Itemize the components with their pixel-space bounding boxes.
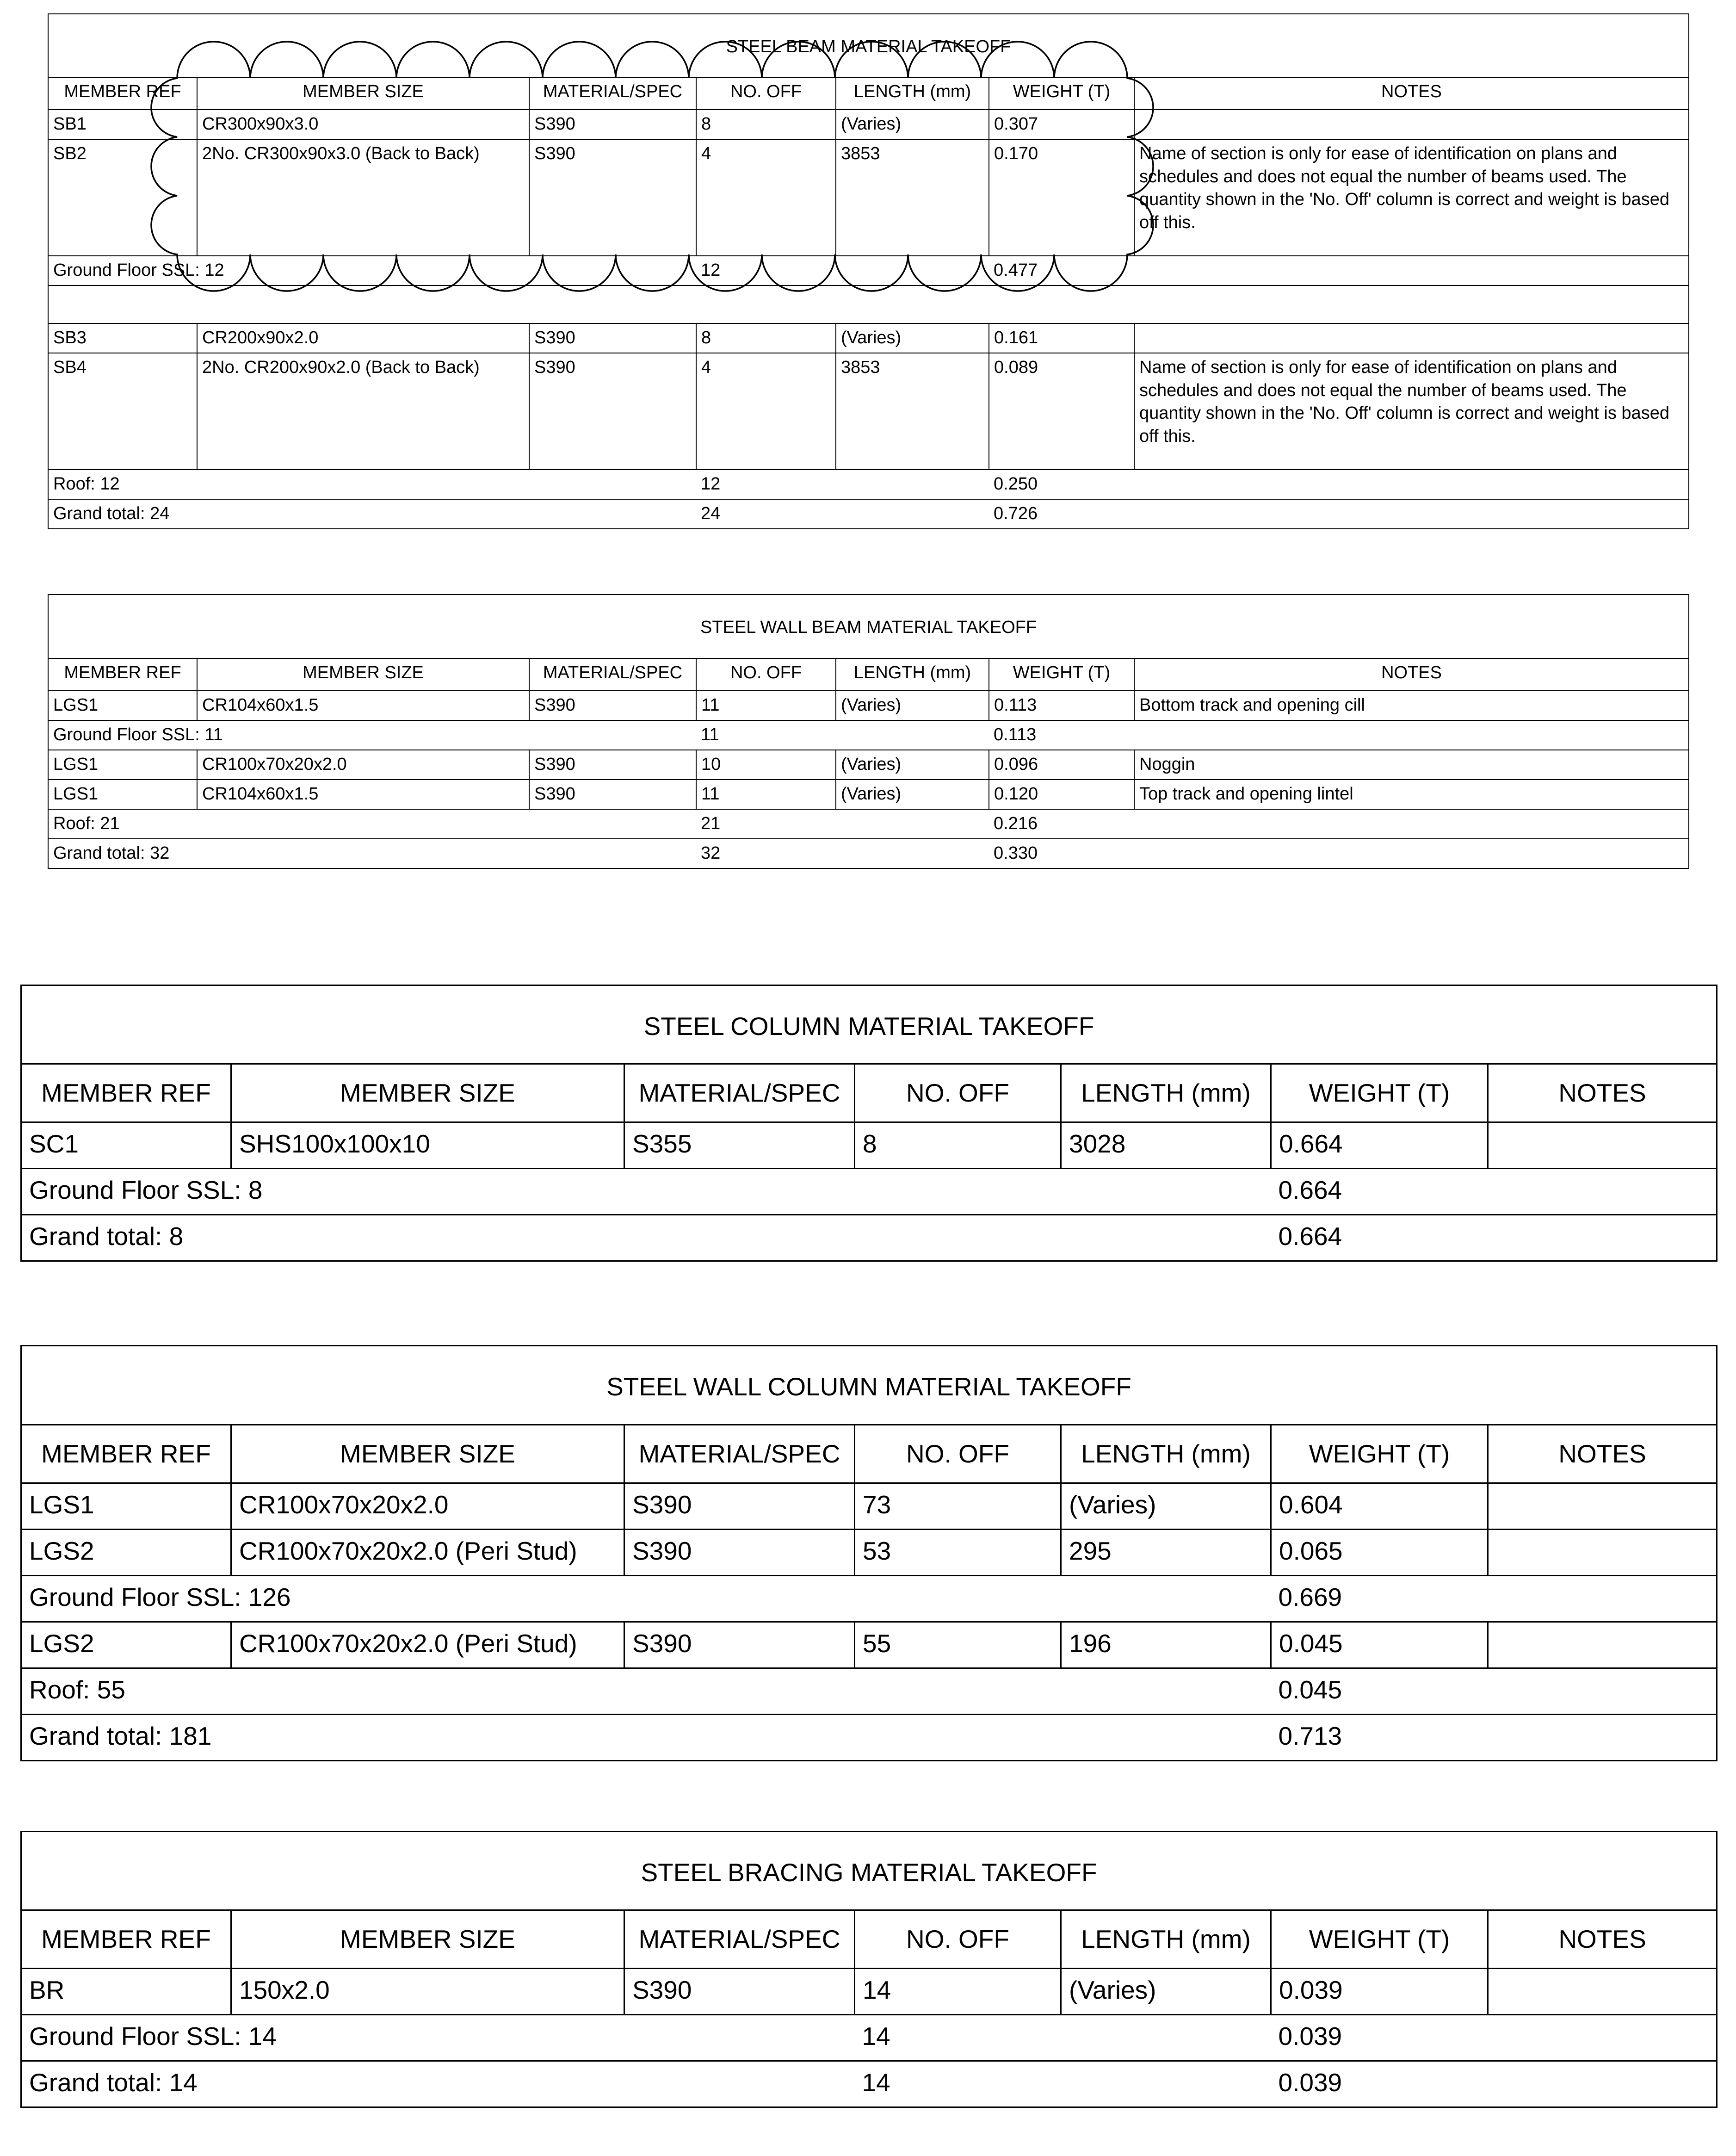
cell-no-off: 11 [696,691,836,720]
total-label: Ground Floor SSL: 14 [21,2015,855,2061]
cell-no-off: 53 [855,1529,1061,1575]
subtotal-row [48,720,1689,750]
empty-cell [1061,1668,1271,1714]
col-header-length: LENGTH (mm) [1061,1425,1271,1483]
total-label: Grand total: 24 [48,499,696,529]
cell-material-spec: S390 [529,139,696,256]
title-row [21,1346,1717,1425]
cell-member-ref: BR [21,1969,231,2015]
cell-material-spec: S390 [529,353,696,470]
col-header-no-off: NO. OFF [855,1910,1061,1969]
col-header-notes: NOTES [1134,658,1689,691]
title-row [21,985,1717,1064]
grand-total-row [48,499,1689,529]
cell-no-off: 8 [696,110,836,139]
total-weight: 0.477 [989,256,1134,285]
cell-member-size: CR200x90x2.0 [197,323,529,353]
column-table [20,985,1717,1262]
cell-weight: 0.065 [1271,1529,1488,1575]
cell-weight: 0.120 [989,780,1134,809]
col-header-notes: NOTES [1488,1064,1717,1122]
col-header-member-ref: MEMBER REF [48,77,197,110]
cell-member-ref: SB4 [48,353,197,470]
cell-weight: 0.604 [1271,1483,1488,1529]
total-no-off: 12 [696,256,836,285]
subtotal-row [21,1668,1717,1714]
total-weight: 0.664 [1271,1215,1488,1261]
cell-length: (Varies) [836,750,989,780]
table-title: STEEL WALL BEAM MATERIAL TAKEOFF [700,618,1037,638]
col-header-length: LENGTH (mm) [1061,1064,1271,1122]
cell-material-spec: S390 [624,1622,855,1668]
cell-material-spec: S390 [529,110,696,139]
total-label: Grand total: 14 [21,2061,855,2107]
cell-member-ref: LGS1 [48,750,197,780]
cell-notes [1488,1969,1717,2015]
cell-no-off: 8 [855,1122,1061,1169]
total-weight: 0.250 [989,470,1134,499]
cell-member-size: 2No. CR300x90x3.0 (Back to Back) [197,139,529,256]
subtotal-row [21,2015,1717,2061]
cell-member-ref: LGS2 [21,1622,231,1668]
col-header-weight: WEIGHT (T) [1271,1425,1488,1483]
empty-cell [1488,1575,1717,1622]
col-header-member-ref: MEMBER REF [21,1064,231,1122]
total-weight: 0.045 [1271,1668,1488,1714]
total-no-off: 21 [696,809,836,839]
total-no-off: 14 [855,2015,1061,2061]
empty-cell [855,1169,1061,1215]
cell-member-ref: SB1 [48,110,197,139]
cell-no-off: 4 [696,353,836,470]
table-row [21,1483,1717,1529]
table-row [48,750,1689,780]
table-row [48,353,1689,470]
cell-notes: Top track and opening lintel [1134,780,1689,809]
title-row [21,1831,1717,1910]
col-header-member-size: MEMBER SIZE [197,658,529,691]
cell-material-spec: S390 [624,1969,855,2015]
empty-cell [1061,1575,1271,1622]
cell-member-ref: LGS1 [48,780,197,809]
table-row [21,1529,1717,1575]
cell-member-size: CR100x70x20x2.0 [231,1483,624,1529]
cell-notes [1488,1529,1717,1575]
empty-cell [1134,470,1689,499]
cell-material-spec: S390 [529,780,696,809]
empty-cell [1134,499,1689,529]
empty-cell [855,1668,1061,1714]
col-header-weight: WEIGHT (T) [1271,1910,1488,1969]
spacer-row [48,285,1689,323]
cell-weight: 0.113 [989,691,1134,720]
empty-cell [1134,809,1689,839]
empty-cell [855,1575,1061,1622]
empty-cell [1061,2015,1271,2061]
cell-weight: 0.096 [989,750,1134,780]
cell-no-off: 55 [855,1622,1061,1668]
cell-member-size: CR300x90x3.0 [197,110,529,139]
cell-weight: 0.161 [989,323,1134,353]
cell-notes [1488,1483,1717,1529]
empty-cell [1488,2015,1717,2061]
col-header-weight: WEIGHT (T) [989,658,1134,691]
col-header-member-size: MEMBER SIZE [231,1064,624,1122]
grand-total-row [21,1714,1717,1760]
cell-no-off: 4 [696,139,836,256]
col-header-material-spec: MATERIAL/SPEC [529,77,696,110]
empty-cell [1061,1169,1271,1215]
empty-cell [855,1215,1061,1261]
col-header-member-ref: MEMBER REF [21,1910,231,1969]
cell-length: (Varies) [836,780,989,809]
cell-notes: Bottom track and opening cill [1134,691,1689,720]
col-header-member-size: MEMBER SIZE [197,77,529,110]
col-header-length: LENGTH (mm) [836,658,989,691]
total-weight: 0.216 [989,809,1134,839]
empty-cell [1488,1215,1717,1261]
col-header-length: LENGTH (mm) [1061,1910,1271,1969]
col-header-no-off: NO. OFF [855,1064,1061,1122]
steel-beam-takeoff-table [48,13,1736,529]
cell-weight: 0.307 [989,110,1134,139]
total-weight: 0.669 [1271,1575,1488,1622]
cell-material-spec: S355 [624,1122,855,1169]
empty-cell [1061,1215,1271,1261]
table-row [48,780,1689,809]
col-header-member-size: MEMBER SIZE [231,1425,624,1483]
title-row [48,14,1689,77]
cell-member-ref: SB3 [48,323,197,353]
total-no-off: 24 [696,499,836,529]
col-header-member-size: MEMBER SIZE [231,1910,624,1969]
schedule-sheet [0,13,1736,2156]
cell-length: 196 [1061,1622,1271,1668]
col-header-material-spec: MATERIAL/SPEC [529,658,696,691]
cell-notes: Name of section is only for ease of identification on plans and schedules and does not equal the number of beams used. The quantity shown in the 'No. Off' column is correct and weight is based off this. [1134,139,1689,256]
col-header-notes: NOTES [1134,77,1689,110]
col-header-no-off: NO. OFF [696,77,836,110]
cell-no-off: 11 [696,780,836,809]
total-label: Roof: 12 [48,470,696,499]
cell-material-spec: S390 [624,1483,855,1529]
empty-cell [1488,1169,1717,1215]
header-row [21,1425,1717,1483]
cell-no-off: 8 [696,323,836,353]
cell-member-ref: SC1 [21,1122,231,1169]
total-label: Ground Floor SSL: 126 [21,1575,855,1622]
header-row [48,658,1689,691]
total-label: Roof: 21 [48,809,696,839]
col-header-material-spec: MATERIAL/SPEC [624,1425,855,1483]
steel-column-takeoff-table [20,985,1736,1262]
grand-total-row [21,1215,1717,1261]
empty-cell [855,1714,1061,1760]
cell-notes [1488,1622,1717,1668]
total-weight: 0.039 [1271,2061,1488,2107]
total-label: Roof: 55 [21,1668,855,1714]
empty-cell [836,809,989,839]
cell-weight: 0.664 [1271,1122,1488,1169]
empty-cell [836,470,989,499]
cell-length: 3028 [1061,1122,1271,1169]
header-row [48,77,1689,110]
wall-beam-table [48,594,1689,868]
cell-length: 3853 [836,353,989,470]
table-title: STEEL COLUMN MATERIAL TAKEOFF [643,1011,1094,1041]
cell-no-off: 14 [855,1969,1061,2015]
cell-length: (Varies) [1061,1483,1271,1529]
empty-cell [1488,1714,1717,1760]
cell-member-size: 150x2.0 [231,1969,624,2015]
cell-no-off: 10 [696,750,836,780]
cell-weight: 0.039 [1271,1969,1488,2015]
total-no-off: 14 [855,2061,1061,2107]
bracing-table [20,1831,1717,2108]
cell-member-size: CR104x60x1.5 [197,780,529,809]
cell-member-size: CR100x70x20x2.0 (Peri Stud) [231,1529,624,1575]
cell-weight: 0.045 [1271,1622,1488,1668]
col-header-length: LENGTH (mm) [836,77,989,110]
col-header-notes: NOTES [1488,1910,1717,1969]
grand-total-row [21,2061,1717,2107]
empty-cell [1134,839,1689,868]
cell-material-spec: S390 [529,323,696,353]
cell-member-ref: SB2 [48,139,197,256]
steel-bracing-takeoff-table [20,1831,1736,2108]
title-row [48,595,1689,658]
cell-length: (Varies) [836,323,989,353]
subtotal-row [21,1169,1717,1215]
empty-cell [1488,1668,1717,1714]
wall-column-table [20,1345,1717,1761]
cell-member-size: CR100x70x20x2.0 (Peri Stud) [231,1622,624,1668]
steel-wall-column-takeoff-table [20,1345,1736,1761]
col-header-member-ref: MEMBER REF [48,658,197,691]
table-row [48,139,1689,256]
cell-member-size: 2No. CR200x90x2.0 (Back to Back) [197,353,529,470]
cell-notes: Noggin [1134,750,1689,780]
cell-member-ref: LGS2 [21,1529,231,1575]
total-weight: 0.113 [989,720,1134,750]
total-weight: 0.713 [1271,1714,1488,1760]
header-row [21,1910,1717,1969]
total-label: Grand total: 181 [21,1714,855,1760]
cell-member-ref: LGS1 [21,1483,231,1529]
total-label: Ground Floor SSL: 11 [48,720,696,750]
total-no-off: 32 [696,839,836,868]
cell-length: 3853 [836,139,989,256]
total-weight: 0.039 [1271,2015,1488,2061]
cell-length: (Varies) [836,691,989,720]
empty-cell [1134,256,1689,285]
cell-notes [1488,1122,1717,1169]
col-header-no-off: NO. OFF [696,658,836,691]
table-title: STEEL BEAM MATERIAL TAKEOFF [726,37,1011,56]
table-title: STEEL WALL COLUMN MATERIAL TAKEOFF [606,1372,1131,1401]
total-weight: 0.664 [1271,1169,1488,1215]
total-label: Grand total: 32 [48,839,696,868]
subtotal-row [21,1575,1717,1622]
cell-length: (Varies) [1061,1969,1271,2015]
col-header-notes: NOTES [1488,1425,1717,1483]
cell-member-size: CR104x60x1.5 [197,691,529,720]
total-weight: 0.330 [989,839,1134,868]
subtotal-row [48,809,1689,839]
header-row [21,1064,1717,1122]
cell-notes [1134,110,1689,139]
empty-cell [836,499,989,529]
cell-member-size: CR100x70x20x2.0 [197,750,529,780]
cell-member-ref: LGS1 [48,691,197,720]
empty-cell [1061,1714,1271,1760]
cell-material-spec: S390 [624,1529,855,1575]
empty-cell [48,285,1689,323]
cell-weight: 0.170 [989,139,1134,256]
grand-total-row [48,839,1689,868]
cell-material-spec: S390 [529,750,696,780]
table-row [48,110,1689,139]
table-title: STEEL BRACING MATERIAL TAKEOFF [641,1858,1097,1887]
table-row [21,1622,1717,1668]
table-row [48,691,1689,720]
cell-notes: Name of section is only for ease of identification on plans and schedules and does not equal the number of beams used. The quantity shown in the 'No. Off' column is correct and weight is based off this. [1134,353,1689,470]
empty-cell [836,256,989,285]
cell-member-size: SHS100x100x10 [231,1122,624,1169]
subtotal-row [48,470,1689,499]
table-row [21,1122,1717,1169]
cell-weight: 0.089 [989,353,1134,470]
total-no-off: 12 [696,470,836,499]
empty-cell [1061,2061,1271,2107]
total-weight: 0.726 [989,499,1134,529]
total-label: Ground Floor SSL: 12 [48,256,696,285]
beam-table [48,13,1689,529]
col-header-weight: WEIGHT (T) [989,77,1134,110]
subtotal-row [48,256,1689,285]
total-no-off: 11 [696,720,836,750]
cell-notes [1134,323,1689,353]
col-header-material-spec: MATERIAL/SPEC [624,1910,855,1969]
empty-cell [836,839,989,868]
table-row [48,323,1689,353]
col-header-member-ref: MEMBER REF [21,1425,231,1483]
cell-length: (Varies) [836,110,989,139]
cell-length: 295 [1061,1529,1271,1575]
col-header-weight: WEIGHT (T) [1271,1064,1488,1122]
empty-cell [836,720,989,750]
empty-cell [1488,2061,1717,2107]
steel-wall-beam-takeoff-table [48,594,1736,868]
col-header-no-off: NO. OFF [855,1425,1061,1483]
empty-cell [1134,720,1689,750]
total-label: Ground Floor SSL: 8 [21,1169,855,1215]
cell-no-off: 73 [855,1483,1061,1529]
table-row [21,1969,1717,2015]
col-header-material-spec: MATERIAL/SPEC [624,1064,855,1122]
cell-material-spec: S390 [529,691,696,720]
total-label: Grand total: 8 [21,1215,855,1261]
